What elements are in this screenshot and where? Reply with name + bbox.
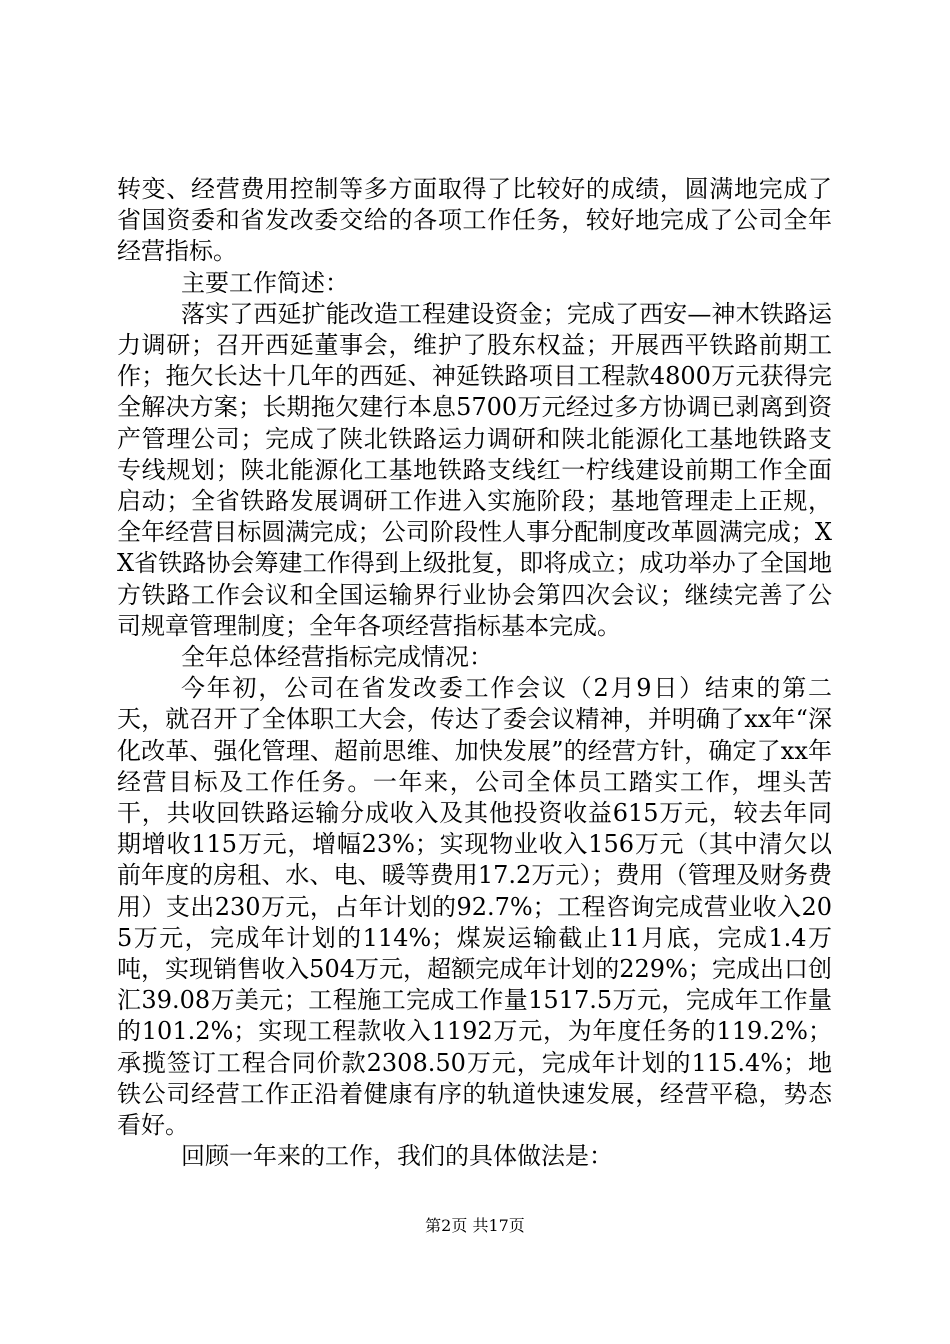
paragraph-5: 今年初，公司在省发改委工作会议（2月9日）结束的第二天，就召开了全体职工大会，传达了委会议精神，并明确了xx年“深化改革、强化管理、超前思维、加快发展”的经营方针，确定了xx年经营目标及工作任务。一年来，公司全体员工踏实工作，埋头苦干，共收回铁路运输分成收入及其他投资收益615万元，较去年同期增收115万元，增幅23%；实现物业收入156万元（其中清欠以前年度的房租、水、电、暖等费用17.2万元）；费用（管理及财务费用）支出230万元，占年计划的92.7%；工程咨询完成营业收入205万元，完成年计划的114%；煤炭运输截止11月底，完成1.4万吨，实现销售收入504万元，超额完成年计划的229%；完成出口创汇39.08万美元；工程施工完成工作量1517.5万元，完成年工作量的101.2%；实现工程款收入1192万元，为年度任务的119.2%；承揽签订工程合同价款2308.50万元，完成年计划的115.4%；地铁公司经营工作正沿着健康有序的轨道快速发展，经营平稳，势态看好。 [117,674,832,1140]
paragraph-3: 落实了西延扩能改造工程建设资金；完成了西安—神木铁路运力调研；召开西延董事会，维护了股东权益；开展西平铁路前期工作；拖欠长达十几年的西延、神延铁路项目工程款4800万元获得完全解决方案；长期拖欠建行本息5700万元经过多方协调已剥离到资产管理公司；完成了陕北铁路运力调研和陕北能源化工基地铁路支专线规划；陕北能源化工基地铁路支线红一柠线建设前期工作全面启动；全省铁路发展调研工作进入实施阶段；基地管理走上正规，全年经营目标圆满完成；公司阶段性人事分配制度改革圆满完成；XX省铁路协会筹建工作得到上级批复，即将成立；成功举办了全国地方铁路工作会议和全国运输界行业协会第四次会议；继续完善了公司规章管理制度；全年各项经营指标基本完成。 [117,299,832,640]
paragraph-2-heading: 主要工作简述： [181,268,349,297]
document-body [117,174,832,1173]
page-number-footer: 第2页 共17页 [425,1216,525,1235]
paragraph-1: 转变、经营费用控制等多方面取得了比较好的成绩，圆满地完成了省国资委和省发改委交给的各项工作任务，较好地完成了公司全年经营指标。 [117,175,832,266]
paragraph-4-heading: 全年总体经营指标完成情况： [181,643,493,672]
paragraph-6: 回顾一年来的工作，我们的具体做法是： [181,1142,613,1171]
